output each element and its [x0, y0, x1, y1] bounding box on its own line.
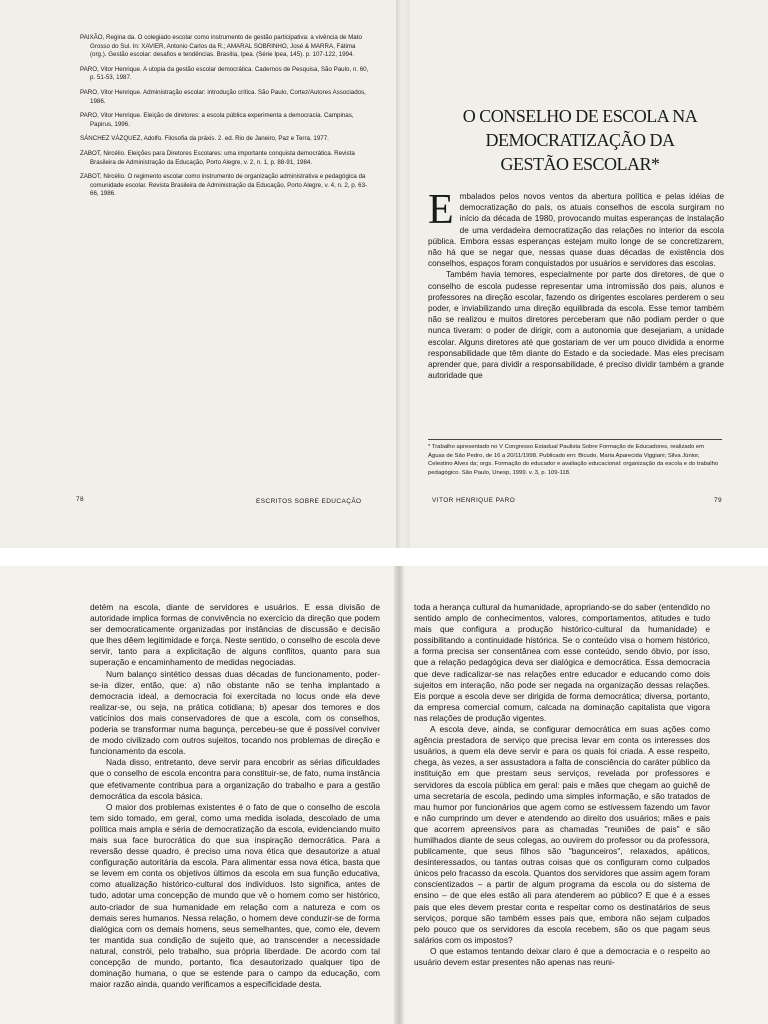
reference-item: ZABOT, Nircélio. O regimento escolar como instrumento de organização administrativa e pedagógica da comunidade escolar. Revista Brasileira de Administração da Educação, Porto Alegre, v. 4, n. 2, p. 63-66, 1986.	[80, 173, 368, 198]
scan-separator	[0, 548, 768, 566]
drop-cap: E	[428, 187, 454, 233]
body-paragraph: O maior dos problemas existentes é o fato de que o conselho de escola tem sido tomado, em geral, como uma medida isolada, descolado de uma política mais ampla e séria de democratização da escola, evidenciando muito mais sua face burocrática do que sua inspiração democrática. Para a reversão desse quadro, é preciso uma nova ética que desautorize a atual configuração autoritária da escola. Para alimentar essa nova ética, basta que se levem em conta os objetivos últimos da escola em sua função educativa, como atualização histórico-cultural dos indivíduos. Isto significa, antes de tudo, adotar uma concepção de mundo que vê o homem como ser histórico, auto-criador de sua humanidade em relação com a natureza e com os demais seres humanos. Nessa relação, o homem deve conduzir-se de forma dialógica com os demais homens, seus semelhantes, que, como ele, devem ter mantida sua condição de sujeito que, ao transcender a necessidade natural, constrói, pelo trabalho, sua própria liberdade. De acordo com tal concepção de mundo, portanto, fica desautorizado qualquer tipo de dominação humana, o que se estende para o campo da educação, com maior razão ainda, quando verificamos a especificidade desta.	[90, 801, 380, 990]
title-line: DEMOCRATIZAÇÃO DA	[485, 130, 675, 150]
title-line: O CONSELHO DE ESCOLA NA	[462, 106, 698, 126]
reference-list	[80, 34, 370, 205]
running-footer-right: VITOR HENRIQUE PARO	[432, 497, 516, 504]
reference-item: ZABOT, Nircélio. Eleições para Diretores Escolares: uma importante conquista democrática. Revista Brasileira de Administração da Educação, Porto Alegre, v. 2, n. 1, p. 88-91, 1984.	[80, 149, 355, 166]
body-paragraph: Num balanço sintético dessas duas décadas de funcionamento, poder-se-ia dizer, então, que: a) não obstante não se tenha implantado a democracia ideal, a democracia foi exercitada no locus onde ela deve realizar-se, ou seja, na prática cotidiana; b) apesar dos temores e dos vaticínios dos mais conservadores de que a escola, com os conselhos, poderia se transformar numa bagunça, percebeu-se que é possível conviver de modo civilizado com outros sujeitos, tocando nos problemas de direção e funcionamento da escola.	[90, 668, 380, 757]
article-title	[450, 104, 710, 176]
running-footer-left: ESCRITOS SOBRE EDUCAÇÃO	[256, 498, 362, 505]
body-paragraph: A escola deve, ainda, se configurar democrática em suas ações como agência prestadora de serviço que precisa levar em conta os interesses dos usuários, a quem ela deve servir e para os quais foi criada. A esse respeito, chega, às vezes, a ser assustadora a falta de consciência do caráter público da instituição em que prestam seus serviços, revelada por professores e servidores da escola pública em geral: pais e mães que chegam ao guichê de uma secretaria de escola, pedindo uma simples informação, e são tratados de mau humor por funcionários que agem como se estivessem fazendo um favor e não cumprindo um dever e atendendo ao direito dos usuários; mães e pais que acorrem apreensivos para as chamadas "reuniões de pais" e são humilhados diante de seus colegas, ao ouvirem do professor ou da professora, publicamente, que seus filhos são "bagunceiros", relaxados, apáticos, desinteressados, ou tantas outras coisas que os configuram como culpados únicos pelo fracasso da escola. Quantos dos servidores que assim agem foram conscientizados – a partir de algum programa da escola ou do sistema de ensino – de que eles estão ali para atenderem ao público? E que é a esses pais que eles devem prestar conta e respeitar como os destinatários de seus serviços, porque são também esses pais que, embora não sejam culpados pelo pouco que os servidores da escola recebem, são os que pagam seus salários com os impostos?	[414, 724, 710, 945]
bottom-left-column	[90, 602, 380, 990]
footnote: * Trabalho apresentado no V Congresso Estadual Paulista Sobre Formação de Educadores, realizado em Águas de São Pedro, de 16 a 20/11/1998. Publicado em: Bicudo, Maria Aparecida Viggiani; Silva Júnior, Celestino Alves da; orgs. Formação do educador e avaliação educacional: organização da escola e do trabalho pedagógico. São Paulo, Unesp, 1999. v. 3, p. 109-118.	[428, 439, 722, 477]
body-paragraph: toda a herança cultural da humanidade, apropriando-se do saber (entendido no sentido amplo de conhecimentos, valores, comportamentos, atitudes e tudo mais que configura a produção histórico-cultural da humanidade) e possibilitando a continuidade histórica. Se o conteúdo visa o homem histórico, a forma precisa ser consentânea com esse conteúdo, sendo óbvio, por isso, que a relação pedagógica deva ser dialógica e democrática. Essa democracia que deve radicalizar-se nas relações entre educador e educando como dois sujeitos em interação, não pode ser negada na organização dessas relações. Eis porque a escola deve ser dirigida de forma democrática; diversa, portanto, da empresa comercial comum, calcada na dominação capitalista que vigora nas relações de produção vigentes.	[414, 602, 710, 723]
body-paragraph: O que estamos tentando deixar claro é que a democracia e o respeito ao usuário devem estar presentes não apenas nas reuni-	[414, 945, 710, 967]
body-paragraph: detém na escola, diante de servidores e usuários. E essa divisão de autoridade implica formas de convivência no exercício da direção que podem ser democraticamente organizadas por instâncias de discussão e decisão que lhes dêem legitimidade e força. Neste sentido, o conselho de escola deve servir, tanto para a explicitação de alguns conflitos, quanto para sua superação e encaminhamento de medidas negociadas.	[90, 602, 380, 668]
reference-item: PARO, Vitor Henrique. A utopia da gestão escolar democrática. Cadernos de Pesquisa, São Paulo, n. 60, p. 51-53, 1987.	[80, 65, 369, 82]
bottom-right-column	[414, 602, 710, 968]
intro-paragraph-text: mbalados pelos novos ventos da abertura política e pelas idéias de democratização do país, os atuais conselhos de escola surgiram no início da década de 1980, provocando muitas esperanças de instalação de uma verdadeira democratização das relações no interior da escola pública. Embora essas esperanças estejam muito longe de se concretizarem, não há que se negar que, nessas quase duas décadas de existência dos conselhos, espaços foram conquistados por usuários e servidores das escolas.	[428, 192, 724, 269]
bottom-spread-gutter	[394, 566, 404, 1024]
intro-paragraph	[428, 187, 724, 269]
title-line: GESTÃO ESCOLAR*	[500, 154, 660, 174]
body-paragraph: Também havia temores, especialmente por parte dos diretores, de que o conselho de escola pudesse representar uma intromissão dos pais, alunos e professores na direção escolar, fazendo os dirigentes escolares perderem o seu poder, e inviabilizando uma direção equilibrada da escola. Esse temor também não se realizou e muitos diretores perceberam que não podiam perder o que nunca tiveram: o poder de dirigir, com a autonomia que desejariam, a unidade escolar. Alguns diretores até que gostariam de ver um pouco dividida a enorme responsabilidade que têm diante do Estado e da sociedade. Mas eles precisam aprender que, para dividir a responsabilidade, é preciso dividir também a grande autoridade que	[428, 270, 724, 381]
page-number-right: 79	[714, 497, 723, 504]
article-intro	[428, 187, 724, 381]
page-number-left: 78	[76, 496, 85, 503]
body-paragraph: Nada disso, entretanto, deve servir para encobrir as sérias dificuldades que o conselho de escola encontra para constituir-se, de fato, numa instância que efetivamente contribua para a organização do trabalho e para a gestão democrática da escola básica.	[90, 757, 380, 801]
reference-item: PAIXÃO, Regina da. O colegiado escolar como instrumento de gestão participativa: a vivência de Mato Grosso do Sul. In: XAVIER, Antonio Carlos da R.; AMARAL SOBRINHO, José & MARRA, Fátima (org.). Gestão escolar: desafios e tendências. Brasília, Ipea. (Série Ipea, 145). p. 107-122, 1994.	[80, 34, 362, 59]
reference-item: SÁNCHEZ VÁZQUEZ, Adolfo. Filosofia da práxis. 2. ed. Rio de Janeiro, Paz e Terra, 1977.	[80, 135, 329, 143]
top-spread-gutter	[396, 0, 410, 548]
reference-item: PARO, Vitor Henrique. Eleição de diretores: a escola pública experimenta a democracia. Campinas, Papirus, 1996.	[80, 112, 354, 128]
reference-item: PARO, Vitor Henrique. Administração escolar: introdução crítica. São Paulo, Cortez/Autores Associados, 1986.	[80, 88, 366, 105]
